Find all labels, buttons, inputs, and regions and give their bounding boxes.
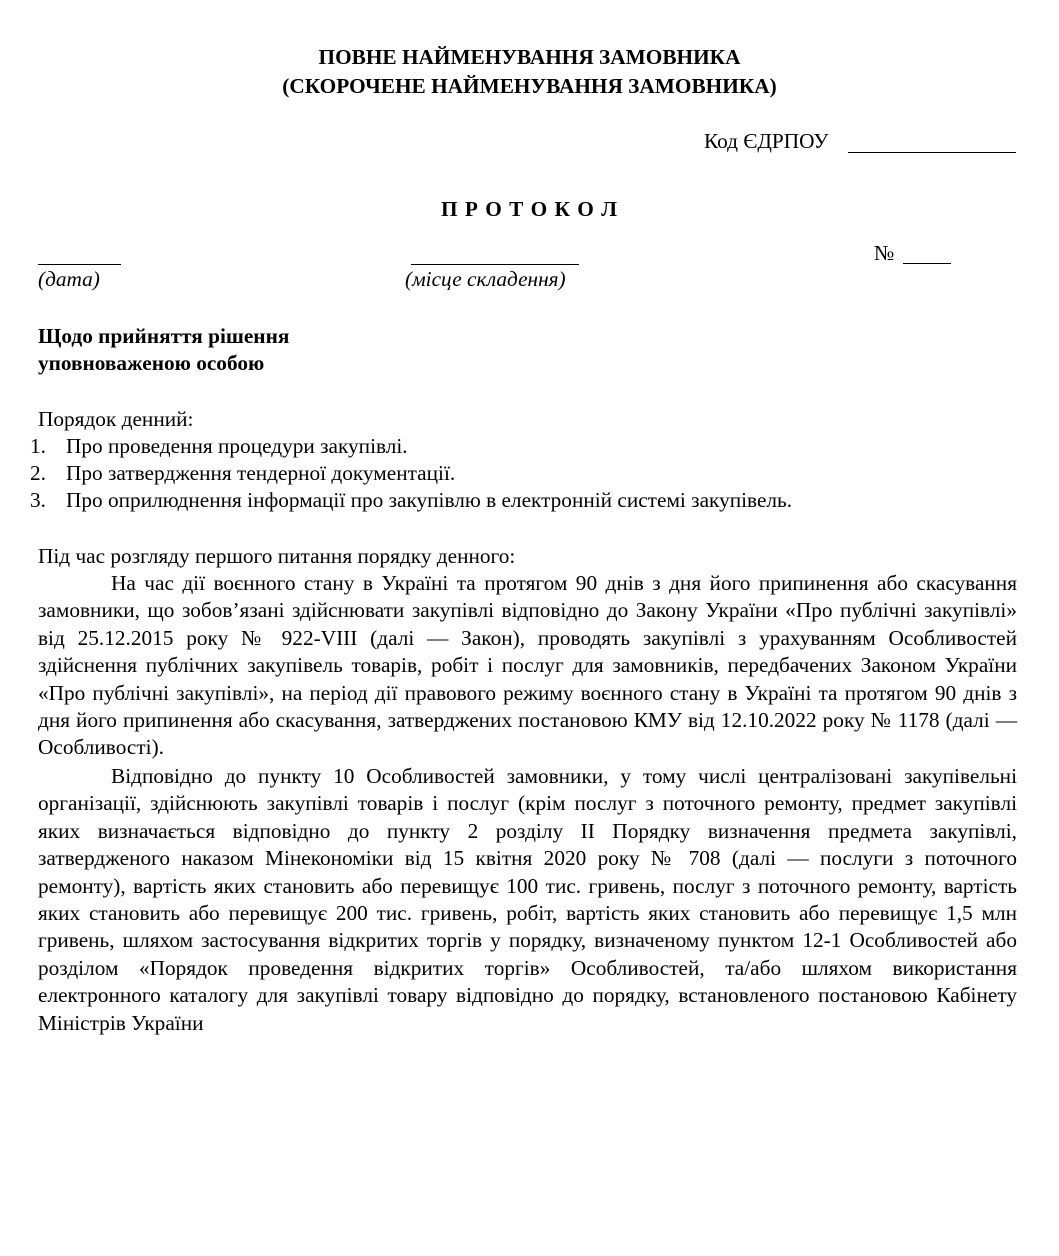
agenda-item-text: Про оприлюднення інформації про закупівлю в електронній системі закупівель. [66, 488, 793, 512]
agenda-item-number: 1. [30, 434, 46, 458]
body-paragraph-1 [38, 570, 1017, 762]
date-caption: (дата) [38, 267, 100, 291]
date-blank-line [38, 244, 121, 265]
agenda-item [30, 487, 792, 514]
edrpou-label: Код ЄДРПОУ [704, 129, 829, 153]
customer-short-name: (СКОРОЧЕНЕ НАЙМЕНУВАННЯ ЗАМОВНИКА) [282, 74, 777, 98]
agenda-item-number: 2. [30, 461, 46, 485]
document-title: П Р О Т О К О Л [440, 197, 619, 221]
place-blank-line [411, 244, 579, 265]
agenda-item [30, 433, 408, 460]
body-paragraph-2-text: Відповідно до пункту 10 Особливостей замовники, у тому числі централізовані закупівельні організації, здійснюють закупівлі товарів і послуг (крім послуг з поточного ремонту, предмет закупівлі яких визначається відповідно до пункту 2 розділу II Порядку визначення предмета закупівлі, затвердженого наказом Мінекономіки від 15 квітня 2020 року № 708 (далі — послуги з поточного ремонту), вартість яких становить або перевищує 100 тис. гривень, послуг з поточного ремонту, вартість яких становить або перевищує 200 тис. гривень, робіт, вартість яких становить або перевищує 1,5 млн гривень, шляхом застосування відкритих торгів у порядку, визначеному пунктом 12-1 Особливостей або розділом «Порядок проведення відкритих торгів» Особливостей, та/або шляхом використання електронного каталогу для закупівлі товару відповідно до порядку, встановленого постановою Кабінету Міністрів України [38, 764, 1017, 1035]
subject-line-1: Щодо прийняття рішення [38, 324, 290, 348]
agenda-item-text: Про затвердження тендерної документації. [66, 461, 456, 485]
body-paragraph-2 [38, 763, 1017, 1256]
subject-line-2: уповноваженою особою [38, 351, 265, 375]
agenda-heading: Порядок денний: [38, 407, 194, 431]
agenda-item-text: Про проведення процедури закупівлі. [66, 434, 408, 458]
edrpou-blank-line [848, 131, 1016, 153]
place-caption: (місце складення) [405, 267, 566, 291]
protocol-number-label: № [874, 241, 895, 265]
protocol-number-blank-line [903, 243, 951, 264]
customer-full-name: ПОВНЕ НАЙМЕНУВАННЯ ЗАМОВНИКА [318, 45, 741, 69]
agenda-item [30, 460, 455, 487]
agenda-item-number: 3. [30, 488, 46, 512]
intro-line: Під час розгляду першого питання порядку денного: [38, 544, 516, 568]
body-paragraph-1-text: На час дії воєнного стану в Україні та протягом 90 днів з дня його припинення або скасування замовники, що зобов’язані здійснювати закупівлі відповідно до Закону України «Про публічні закупівлі» від 25.12.2015 року № 922-VIII (далі — Закон), проводять закупівлі з урахуванням Особливостей здійснення публічних закупівель товарів, робіт і послуг для замовників, передбачених Законом України «Про публічні закупівлі», на період дії правового режиму воєнного стану в Україні та протягом 90 днів з дня його припинення або скасування, затверджених постановою КМУ від 12.10.2022 року № 1178 (далі — Особливості). [38, 571, 1017, 760]
